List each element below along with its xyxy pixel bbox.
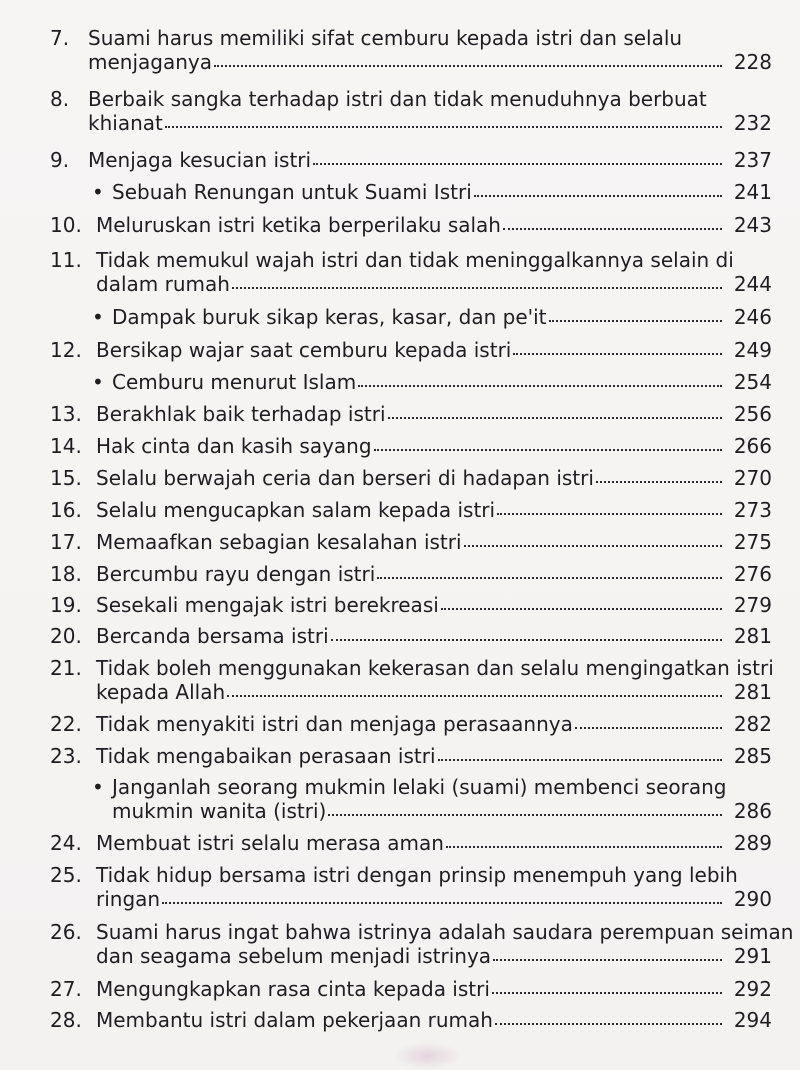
toc-entry-title-line: Tidak mengabaikan perasaan istri (96, 744, 436, 768)
toc-page-number: 246 (733, 305, 772, 329)
toc-entry-title-line: Suami harus ingat bahwa istrinya adalah saudara perempuan seiman (96, 920, 794, 944)
toc-entry (50, 498, 772, 522)
toc-entry-title-line: Membantu istri dalam pekerjaan rumah (96, 1008, 493, 1032)
toc-entry-number: 8. (50, 87, 70, 111)
leader-dots (328, 814, 722, 816)
toc-entry (50, 402, 772, 426)
toc-entry (50, 530, 772, 554)
toc-entry-number: 21. (50, 656, 82, 680)
toc-entry-number: 10. (50, 213, 82, 237)
toc-entry-title-line: Memaafkan sebagian kesalahan istri (96, 530, 462, 554)
toc-entry-title-line: khianat (88, 111, 163, 135)
leader-dots (497, 513, 722, 515)
toc-entry-number: 16. (50, 498, 82, 522)
toc-entry-title-line: Tidak hidup bersama istri dengan prinsip menempuh yang lebih (96, 863, 738, 887)
leader-dots (495, 1023, 722, 1025)
toc-page-number: 244 (733, 272, 772, 296)
leader-dots (162, 902, 722, 904)
toc-entry-title-line: dan seagama sebelum menjadi istrinya (96, 944, 492, 968)
toc-entry (50, 744, 772, 768)
toc-entry-title-line: dalam rumah (96, 272, 230, 296)
toc-page-number: 275 (733, 530, 772, 554)
toc-page-number: 241 (733, 180, 772, 204)
toc-entry (50, 213, 772, 237)
toc-entry-number: 22. (50, 712, 82, 736)
toc-entry-title-line: Bercumbu rayu dengan istri (96, 562, 376, 586)
toc-entry-number: 13. (50, 402, 82, 426)
bullet-icon: • (92, 775, 104, 799)
toc-entry (50, 863, 772, 911)
toc-page-number: 270 (733, 466, 772, 490)
toc-entry-title-line: Bercanda bersama istri (96, 624, 329, 648)
toc-entry-number: 28. (50, 1008, 82, 1032)
toc-entry-title-line: Sebuah Renungan untuk Suami Istri (112, 180, 472, 204)
leader-dots (331, 639, 722, 641)
toc-page-number: 290 (733, 887, 772, 911)
toc-entry-title-line: Berakhlak baik terhadap istri (96, 402, 386, 426)
toc-entry-title-line: kepada Allah (96, 680, 226, 704)
toc-entry-number: 24. (50, 831, 82, 855)
toc-entry (50, 593, 772, 617)
toc-page-number: 281 (733, 624, 772, 648)
toc-subentry (50, 305, 772, 329)
toc-entry (50, 148, 772, 172)
leader-dots (575, 727, 722, 729)
leader-dots (474, 195, 722, 197)
toc-entry-number: 23. (50, 744, 82, 768)
toc-entry (50, 26, 772, 74)
toc-entry-title-line: Membuat istri selalu merasa aman (96, 831, 444, 855)
toc-entry (50, 712, 772, 736)
leader-dots (464, 545, 722, 547)
toc-entry-title-line: ringan (96, 887, 161, 911)
toc-entry-title-line: Suami harus memiliki sifat cemburu kepada istri dan selalu (88, 26, 683, 50)
toc-entry-title-line: Tidak boleh menggunakan kekerasan dan selalu mengingatkan istri (96, 656, 774, 680)
toc-page-number: 273 (733, 498, 772, 522)
leader-dots (165, 126, 722, 128)
leader-dots (446, 846, 722, 848)
toc-entry (50, 87, 772, 135)
toc-entry (50, 338, 772, 362)
toc-page-number: 266 (733, 434, 772, 458)
toc-entry-title-line: Sesekali mengajak istri berekreasi (96, 593, 439, 617)
toc-entry-number: 15. (50, 466, 82, 490)
toc-entry (50, 977, 772, 1001)
toc-page-number: 254 (733, 370, 772, 394)
toc-subentry (50, 370, 772, 394)
toc-page-number: 243 (733, 213, 772, 237)
leader-dots (388, 417, 722, 419)
leader-dots (549, 320, 722, 322)
leader-dots (377, 577, 722, 579)
toc-entry-title-line: mukmin wanita (istri) (112, 799, 327, 823)
toc-entry-number: 9. (50, 148, 70, 172)
leader-dots (513, 353, 722, 355)
toc-entry-title-line: Tidak menyakiti istri dan menjaga perasaannya (96, 712, 573, 736)
toc-page-number: 291 (733, 944, 772, 968)
toc-entry (50, 656, 772, 704)
leader-dots (214, 65, 722, 67)
toc-entry-number: 18. (50, 562, 82, 586)
bullet-icon: • (92, 180, 104, 204)
bullet-icon: • (92, 370, 104, 394)
toc-entry (50, 248, 772, 296)
leader-dots (313, 163, 722, 165)
toc-page-number: 294 (733, 1008, 772, 1032)
leader-dots (438, 759, 722, 761)
toc-page-number: 228 (733, 50, 772, 74)
toc-entry-number: 7. (50, 26, 70, 50)
toc-entry (50, 466, 772, 490)
toc-page-number: 282 (733, 712, 772, 736)
toc-entry-title-line: Tidak memukul wajah istri dan tidak meninggalkannya selain di (96, 248, 734, 272)
leader-dots (374, 449, 722, 451)
leader-dots (227, 695, 722, 697)
toc-entry-number: 27. (50, 977, 82, 1001)
leader-dots (232, 287, 722, 289)
toc-page-number: 289 (733, 831, 772, 855)
toc-entry (50, 831, 772, 855)
toc-entry-title-line: Janganlah seorang mukmin lelaki (suami) membenci seorang (112, 775, 727, 799)
toc-entry-title-line: Meluruskan istri ketika berperilaku salah (96, 213, 501, 237)
toc-entry-number: 26. (50, 920, 82, 944)
toc-entry (50, 1008, 772, 1032)
toc-entry-number: 14. (50, 434, 82, 458)
toc-entry-title-line: Selalu mengucapkan salam kepada istri (96, 498, 496, 522)
leader-dots (492, 992, 722, 994)
toc-entry-number: 12. (50, 338, 82, 362)
toc-page-number: 256 (733, 402, 772, 426)
toc-entry-title-line: menjaganya (88, 50, 212, 74)
toc-entry-title-line: Selalu berwajah ceria dan berseri di hadapan istri (96, 466, 594, 490)
toc-entry (50, 562, 772, 586)
toc-entry-title-line: Dampak buruk sikap keras, kasar, dan pe'it (112, 305, 547, 329)
toc-entry-title-line: Menjaga kesucian istri (88, 148, 312, 172)
toc-entry-number: 25. (50, 863, 82, 887)
toc-entry-title-line: Berbaik sangka terhadap istri dan tidak menuduhnya berbuat (88, 87, 707, 111)
paper-smudge (392, 1042, 462, 1070)
toc-subentry (50, 775, 772, 823)
leader-dots (441, 608, 722, 610)
toc-entry-number: 20. (50, 624, 82, 648)
toc-page-number: 286 (733, 799, 772, 823)
toc-entry (50, 434, 772, 458)
toc-page-number: 279 (733, 593, 772, 617)
toc-entry-title-line: Mengungkapkan rasa cinta kepada istri (96, 977, 490, 1001)
toc-subentry (50, 180, 772, 204)
toc-page-number: 292 (733, 977, 772, 1001)
toc-entry-number: 11. (50, 248, 82, 272)
toc-entry-title-line: Hak cinta dan kasih sayang (96, 434, 372, 458)
toc-page-number: 285 (733, 744, 772, 768)
toc-page-number: 281 (733, 680, 772, 704)
toc-entry-title-line: Cemburu menurut Islam (112, 370, 357, 394)
toc-page-number: 276 (733, 562, 772, 586)
leader-dots (503, 228, 722, 230)
toc-entry (50, 920, 794, 968)
toc-page-number: 237 (733, 148, 772, 172)
bullet-icon: • (92, 305, 104, 329)
toc-page-number: 232 (733, 111, 772, 135)
toc-entry-number: 17. (50, 530, 82, 554)
leader-dots (493, 959, 722, 961)
leader-dots (596, 481, 722, 483)
toc-entry (50, 624, 772, 648)
toc-entry-title-line: Bersikap wajar saat cemburu kepada istri (96, 338, 512, 362)
toc-entry-number: 19. (50, 593, 82, 617)
toc-page-number: 249 (733, 338, 772, 362)
leader-dots (358, 385, 722, 387)
